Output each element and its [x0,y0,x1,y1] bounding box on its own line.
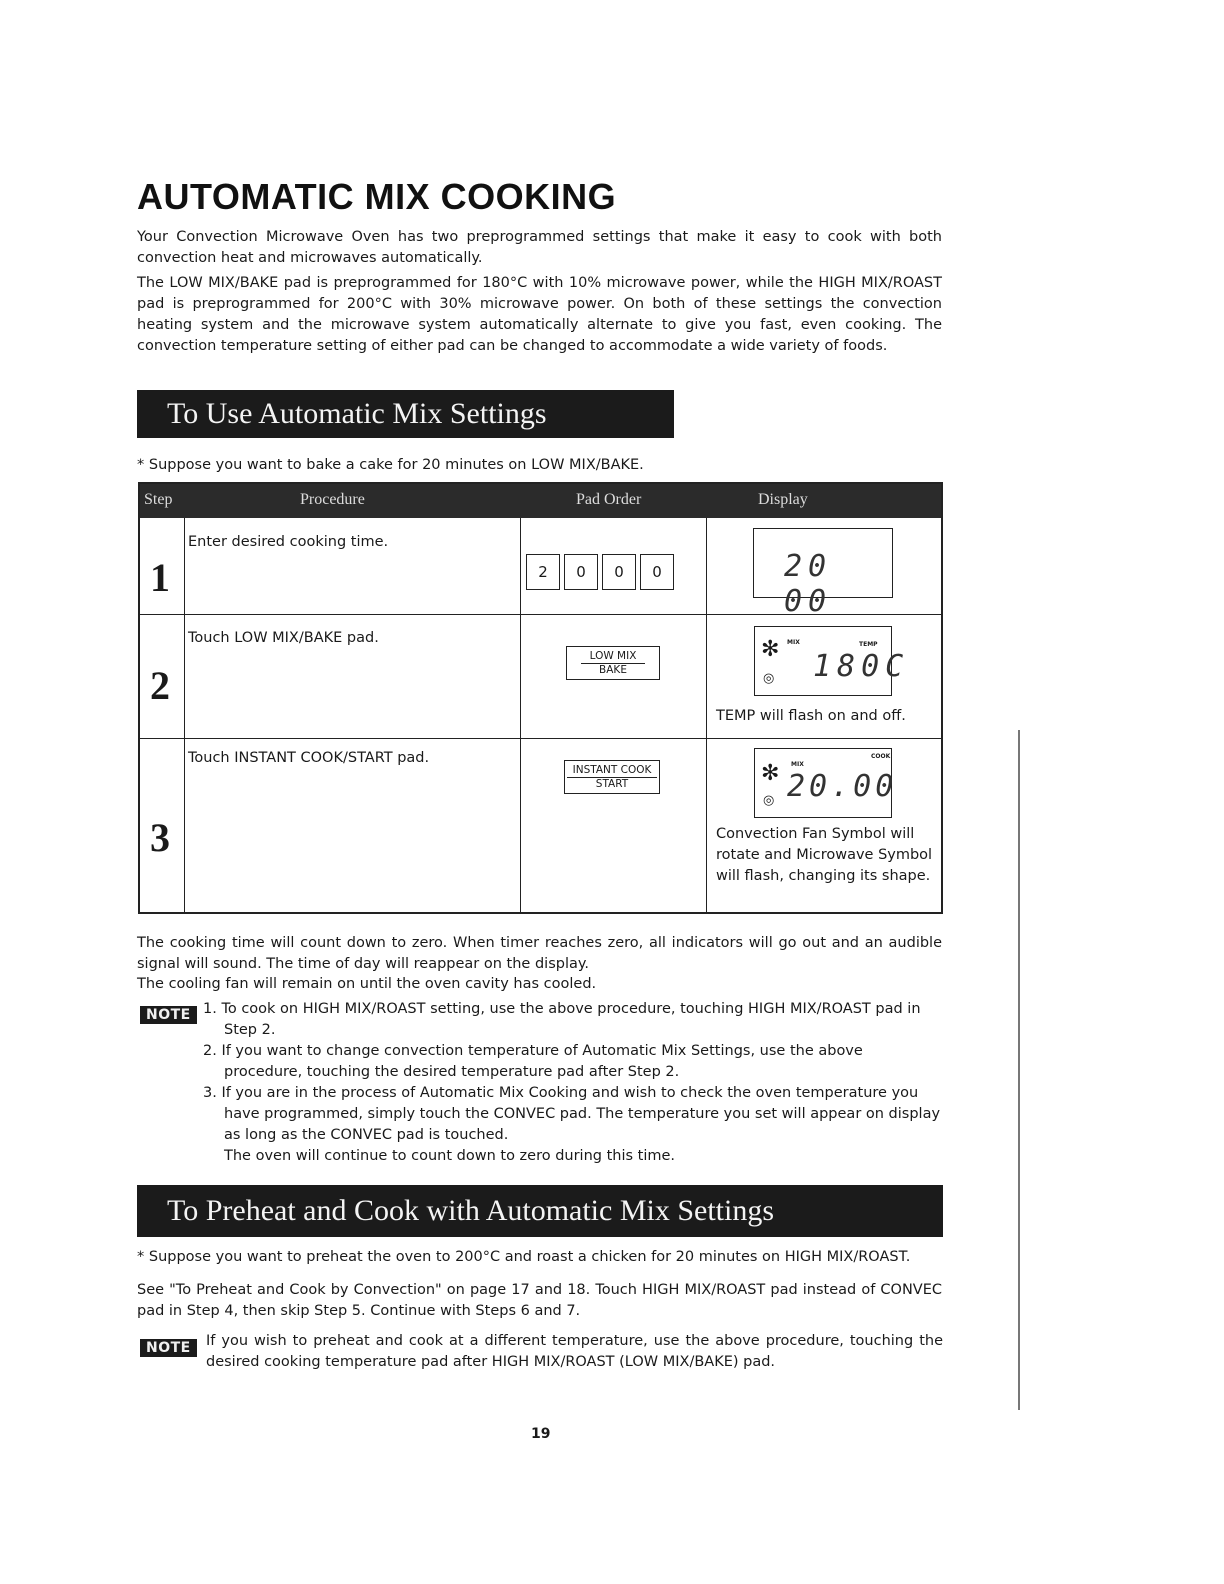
page-title: AUTOMATIC MIX COOKING [137,176,617,217]
example-text-1: * Suppose you want to bake a cake for 20 minutes on LOW MIX/BAKE. [137,457,644,473]
note-item-3-continued: The oven will continue to count down to zero during this time. [224,1148,676,1164]
section-heading-use-automatic-mix: To Use Automatic Mix Settings [137,390,674,438]
display-readout: 20 00 [784,549,833,619]
instant-cook-start-pad[interactable] [564,760,660,794]
procedure-table [138,482,943,914]
pad-label-top: LOW MIX [581,650,645,664]
display-readout: 180C [813,649,910,684]
cooling-fan-paragraph: The cooling fan will remain on until the oven cavity has cooled. [137,976,597,992]
step-number-1: 1 [150,555,170,600]
intro-paragraph-1: Your Convection Microwave Oven has two preprogrammed settings that make it easy to cook with both convection heat and microwaves automatically. [137,229,942,266]
display-step-2 [754,626,910,696]
key-0[interactable]: 0 [602,554,636,590]
example-text-2: * Suppose you want to preheat the oven to 200°C and roast a chicken for 20 minutes on HIGH MIX/ROAST. [137,1249,911,1265]
section-heading-preheat-and-cook: To Preheat and Cook with Automatic Mix Settings [137,1185,943,1237]
note-label: NOTE [140,1339,197,1357]
indicator-cook: COOK [871,753,891,760]
key-0[interactable]: 0 [640,554,674,590]
note-item-3: 3. If you are in the process of Automatic Mix Cooking and wish to check the oven temperature you have programmed, simply touch the CONVEC pad. The temperature you set will appear on display as long as the CONVEC pad is touched. [203,1085,941,1143]
scan-edge-line [1018,730,1020,1410]
notes-list [203,999,943,1167]
table-header [140,484,941,518]
key-0[interactable]: 0 [564,554,598,590]
step-number-3: 3 [150,815,170,860]
low-mix-bake-pad[interactable] [566,646,660,680]
page-number: 19 [531,1426,551,1442]
time-keys [526,554,674,590]
intro-paragraph-2: The LOW MIX/BAKE pad is preprogrammed for 180°C with 10% microwave power, while the HIGH MIX/ROAST pad is preprogrammed for 200°C with 30% microwave power. On both of these settings the convection heating system and the microwave system automatically alternate to give you fast, even cooking. The convection temperature setting of either pad can be changed to accommodate a wide variety of foods. [137,275,942,354]
see-reference-paragraph: See "To Preheat and Cook by Convection" on page 17 and 18. Touch HIGH MIX/ROAST pad instead of CONVEC pad in Step 4, then skip Step 5. Continue with Steps 6 and 7. [137,1282,942,1319]
microwave-icon: ◎ [763,671,775,686]
preheat-note: If you wish to preheat and cook at a different temperature, use the above procedure, touching the desired cooking temperature pad after HIGH MIX/ROAST (LOW MIX/BAKE) pad. [206,1333,943,1370]
pad-label-top: INSTANT COOK [567,764,657,778]
indicator-temp: TEMP [859,641,878,648]
countdown-paragraph: The cooking time will count down to zero. When timer reaches zero, all indicators will go out and an audible signal will sound. The time of day will reappear on the display. [137,935,942,972]
key-2[interactable]: 2 [526,554,560,590]
display-readout: 20.00 [787,769,898,804]
microwave-icon: ◎ [763,793,775,808]
step-3-procedure: Touch INSTANT COOK/START pad. [188,750,430,766]
step-1-procedure: Enter desired cooking time. [188,534,389,550]
note-label: NOTE [140,1006,197,1024]
indicator-mix: MIX [787,639,800,646]
pad-label-bottom: START [595,778,629,790]
header-step: Step [144,491,173,508]
step-2-procedure: Touch LOW MIX/BAKE pad. [188,630,379,646]
header-display: Display [758,491,808,508]
convection-fan-icon: ✻ [761,637,780,662]
note-item-1: 1. To cook on HIGH MIX/ROAST setting, use the above procedure, touching HIGH MIX/ROAST pad in Step 2. [203,1001,921,1038]
display-step-1 [753,528,893,619]
step-3-caption: Convection Fan Symbol will rotate and Microwave Symbol will flash, changing its shape. [716,826,933,884]
pad-label-bottom: BAKE [599,664,627,676]
convection-fan-icon: ✻ [761,761,780,786]
note-item-2: 2. If you want to change convection temperature of Automatic Mix Settings, use the above procedure, touching the desired temperature pad after Step 2. [203,1043,863,1080]
header-procedure: Procedure [300,491,365,508]
header-pad-order: Pad Order [576,491,642,508]
indicator-mix: MIX [791,761,804,768]
step-number-2: 2 [150,663,170,708]
display-step-3 [754,748,898,818]
step-2-caption: TEMP will flash on and off. [716,708,906,724]
